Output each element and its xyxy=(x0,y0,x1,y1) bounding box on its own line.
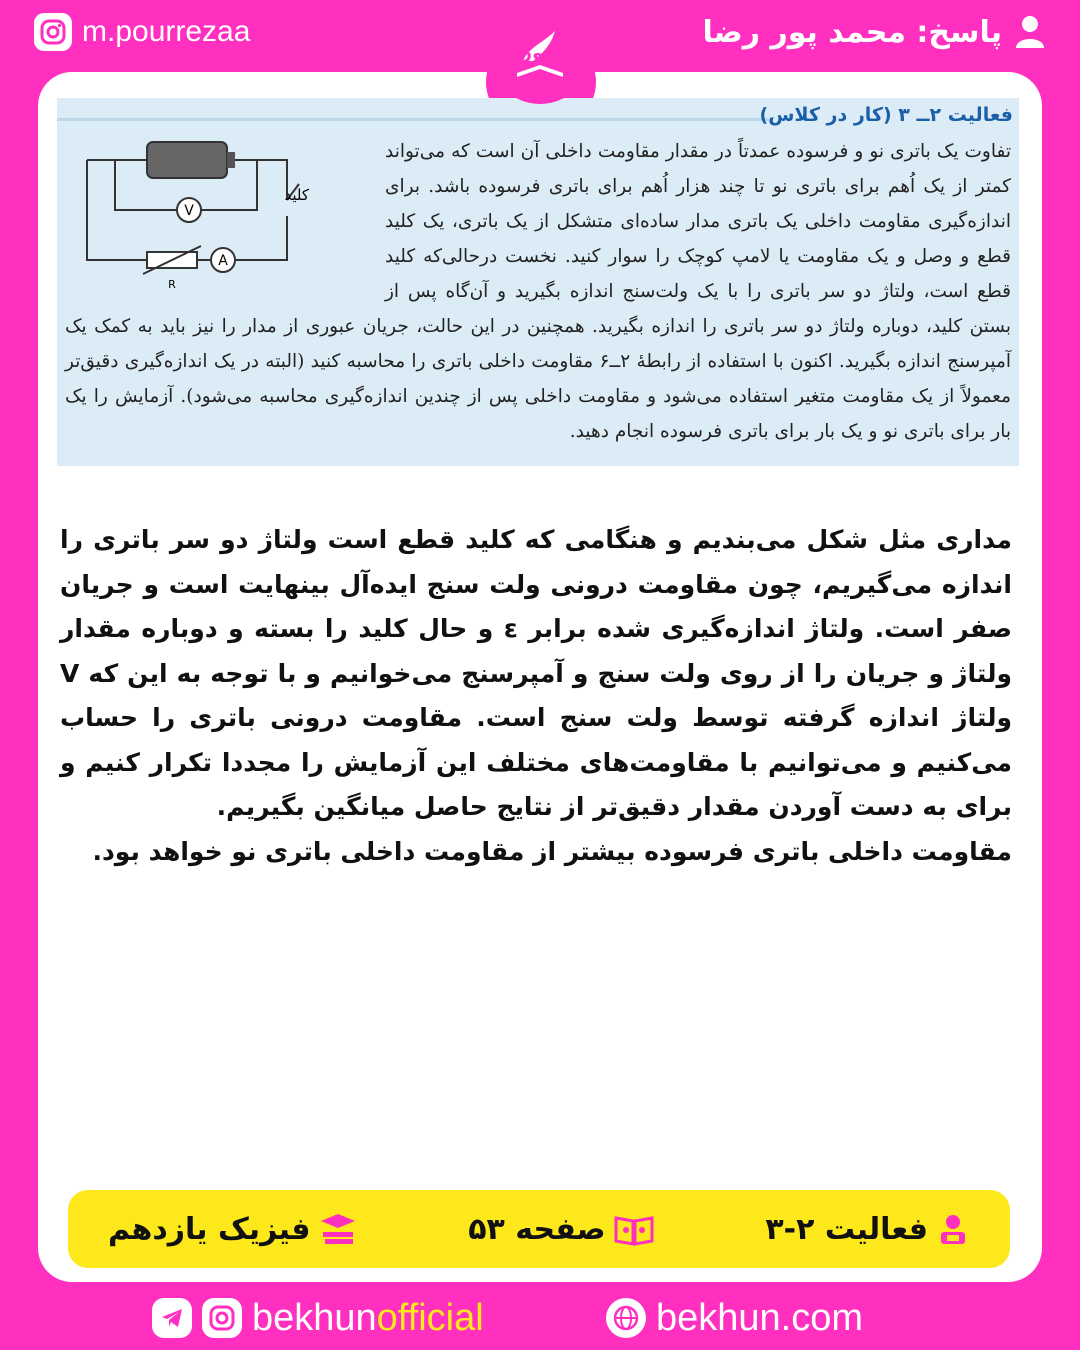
answer-paragraph-1: مداری مثل شکل می‌بندیم و هنگامی که کلید قطع است ولتاژ دو سر باتری را اندازه می‌گیریم، چون مقاومت درونی ولت سنج ایده‌آل بینهایت است و جریان صفر است. ولتاژ اندازه‌گیری شده برابر ε و حال کلید را بسته و دوباره مقدار ولتاژ و جریان را از روی ولت سنج و آمپرسنج می‌خوانیم و با توجه به این که V ولتاژ اندازه گرفته توسط ولت سنج است. مقاومت درونی باتری را حساب می‌کنیم و می‌توانیم با مقاومت‌های مختلف این آزمایش را مجددا تکرار کنیم و برای به دست آوردن مقدار دقیق‌تر از نتایج حاصل میانگین بگیریم. xyxy=(60,525,1012,821)
instagram-icon-footer[interactable] xyxy=(202,1298,242,1338)
logo-text: بخون xyxy=(516,43,564,64)
info-bar xyxy=(68,1190,1010,1268)
graduation-books-icon xyxy=(319,1212,357,1246)
website-text: bekhun.com xyxy=(656,1296,864,1339)
social-handle[interactable] xyxy=(152,1294,484,1342)
teacher-icon xyxy=(936,1212,970,1246)
activity-info xyxy=(765,1212,970,1247)
subject-info xyxy=(108,1212,357,1247)
answer-paragraph-2: مقاومت داخلی باتری فرسوده بیشتر از مقاومت داخلی باتری نو خواهد بود. xyxy=(92,836,1012,866)
user-icon xyxy=(1014,14,1046,50)
handle-prefix: bekhun xyxy=(252,1296,377,1339)
logo-badge xyxy=(490,4,590,104)
handle-suffix: official xyxy=(376,1296,484,1339)
telegram-icon[interactable] xyxy=(152,1298,192,1338)
excerpt-title: فعالیت ۲ــ ۳ (کار در کلاس) xyxy=(759,104,1013,126)
answer-text xyxy=(60,518,1012,874)
textbook-excerpt xyxy=(57,98,1019,466)
open-book-icon xyxy=(614,1212,654,1246)
resistor-label: R xyxy=(168,278,176,291)
content-card xyxy=(38,72,1042,1282)
voltmeter-label: V xyxy=(184,203,194,219)
subject-text: فیزیک یازدهم xyxy=(108,1211,311,1247)
footer xyxy=(0,1284,1080,1350)
instagram-icon xyxy=(34,13,72,51)
globe-icon xyxy=(606,1298,646,1338)
activity-text: فعالیت ۲-۳ xyxy=(765,1211,928,1247)
circuit-diagram xyxy=(77,120,377,291)
page-info xyxy=(468,1212,653,1247)
excerpt-body: تفاوت یک باتری نو و فرسوده عمدتاً در مقدار مقاومت داخلی آن است که می‌تواند کمتر از یک اُهم برای باتری نو تا چند هزار اُهم برای باتری فرسوده باشد. برای اندازه‌گیری مقاومت داخلی یک باتری مدار ساده‌ای متشکل از یک باتری، یک کلید قطع و وصل و یک مقاومت یا لامپ کوچک را سوار کنید. نخست درحالی‌که کلید قطع است، ولتاژ دو سر باتری را با یک ولت‌سنج اندازه بگیرید و آن‌گاه پس از بستن کلید، دوباره ولتاژ دو سر باتری را اندازه بگیرید. همچنین در این حالت، جریان عبوری از مدار را نیز باید به کمک یک آمپرسنج اندازه بگیرید. اکنون با استفاده از رابطهٔ ۲ــ۶ مقاومت داخلی باتری را محاسبه کنید (البته در یک اندازه‌گیری دقیق‌تر معمولاً از یک مقاومت متغیر استفاده می‌شود و مقاومت داخلی پس از چندین اندازه‌گیری محاسبه می‌شود). آزمایش را یک بار برای باتری نو و یک بار برای باتری فرسوده انجام دهید. xyxy=(65,141,1011,442)
answer-credit xyxy=(703,10,1047,54)
instagram-handle[interactable] xyxy=(34,10,250,54)
instagram-handle-text: m.pourrezaa xyxy=(82,15,251,48)
bekhun-logo xyxy=(503,17,577,91)
switch-label: کلید xyxy=(284,186,309,204)
battery xyxy=(147,142,227,178)
answer-credit-text: پاسخ: محمد پور رضا xyxy=(702,14,1002,50)
website-link[interactable] xyxy=(606,1294,863,1342)
page-text: صفحه ۵۳ xyxy=(468,1211,606,1247)
ammeter-label: A xyxy=(218,253,228,269)
